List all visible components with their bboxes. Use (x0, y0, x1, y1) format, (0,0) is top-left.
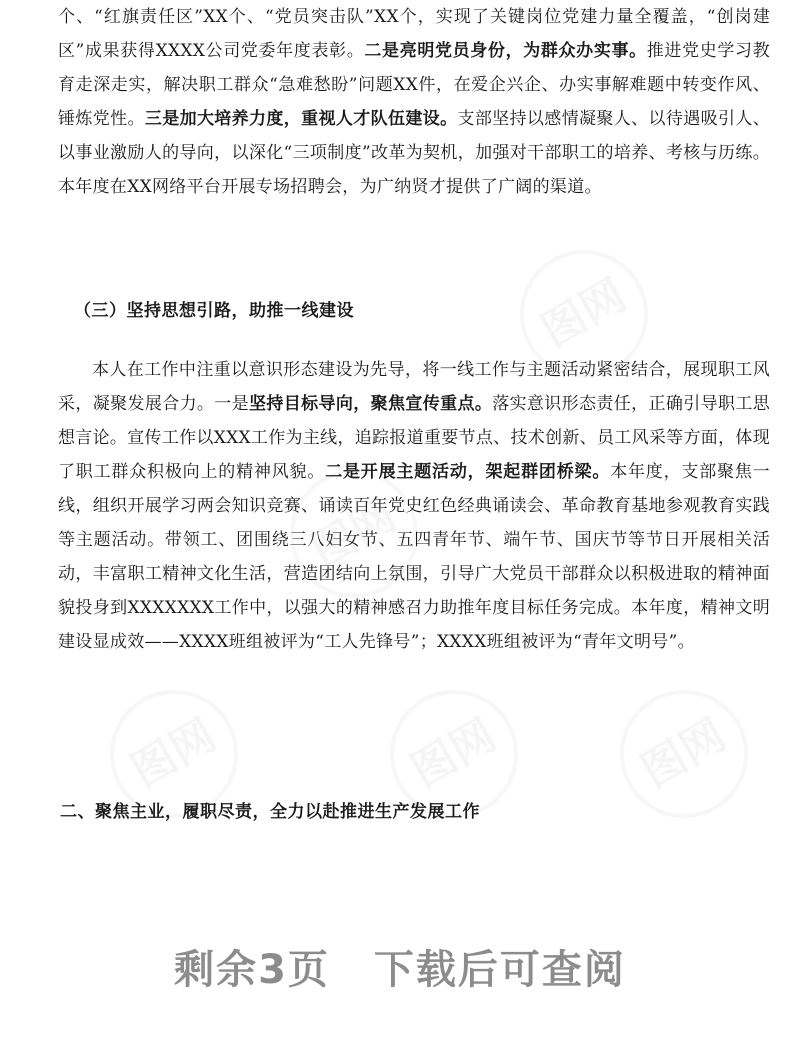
watermark-logo: 图网 (267, 447, 442, 622)
watermark-logo: 图网 (597, 667, 772, 842)
section-heading-2: 二、聚焦主业，履职尽责，全力以赴推进生产发展工作 (60, 802, 480, 822)
paragraph-bold-text: 坚持目标导向，聚焦宣传重点。 (249, 394, 493, 414)
paragraph-ideology (58, 353, 770, 659)
paragraph-text: 推进党史学习教育走深走实，解决职工群众“急难愁盼”问题XX件，在爱企兴企、办实事解难题中转变作风、锤炼党性。 (58, 41, 770, 129)
watermark-logo: 图网 (87, 667, 262, 842)
paragraph-bold-text: 二是开展主题活动，架起群团桥梁。 (325, 462, 611, 482)
paragraph-bold-text: 二是亮明党员身份，为群众办实事。 (364, 41, 647, 61)
remaining-pages-banner[interactable] (0, 935, 800, 1005)
remaining-pages-text: 剩余3页 (174, 947, 330, 993)
watermark-logo: 图网 (367, 667, 542, 842)
section-heading-3: （三）坚持思想引路，助推一线建设 (74, 301, 354, 321)
paragraph-bold-text: 三是加大培养力度，重视人才队伍建设。 (144, 109, 458, 129)
paragraph-party-building (58, 0, 770, 204)
paragraph-text: 本年度，支部聚焦一线，组织开展学习两会知识竞赛、诵读百年党史红色经典诵读会、革命教育基地参观教育实践等主题活动。带领工、团围绕三八妇女节、五四青年节、端午节、国庆节等节日开展相关活动，丰富职工精神文化生活，营造团结向上氛围，引导广大党员干部群众以积极进取的精神面貌投身到XXXXXXX工作中，以强大的精神感召力助推年度目标任务完成。本年度，精神文明建设显成效——XXXX班组被评为“工人先锋号”；XXXX班组被评为“青年文明号”。 (58, 462, 770, 652)
paragraph-text: 本人在工作中注重以意识形态建设为先导，将一线工作与主题活动紧密结合，展现职工风采，凝聚发展合力。一是 (58, 360, 770, 414)
paragraph-text: 个、“红旗责任区”XX个、“党员突击队”XX个，实现了关键岗位党建力量全覆盖，“创岗建区”成果获得XXXX公司党委年度表彰。 (58, 7, 770, 61)
download-to-view-text: 下载后可查阅 (373, 947, 626, 993)
paragraph-text: 支部坚持以感情凝聚人、以待遇吸引人、以事业激励人的导向，以深化“三项制度”改革为契机，加强对干部职工的培养、考核与历练。本年度在XX网络平台开展专场招聘会，为广纳贤才提供了广阔的渠道。 (58, 109, 770, 197)
paragraph-text: 落实意识形态责任，正确引导职工思想言论。宣传工作以XXX工作为主线，追踪报道重要节点、技术创新、员工风采等方面，体现了职工群众积极向上的精神风貌。 (58, 394, 770, 482)
watermark-logo: 图网 (497, 227, 672, 402)
